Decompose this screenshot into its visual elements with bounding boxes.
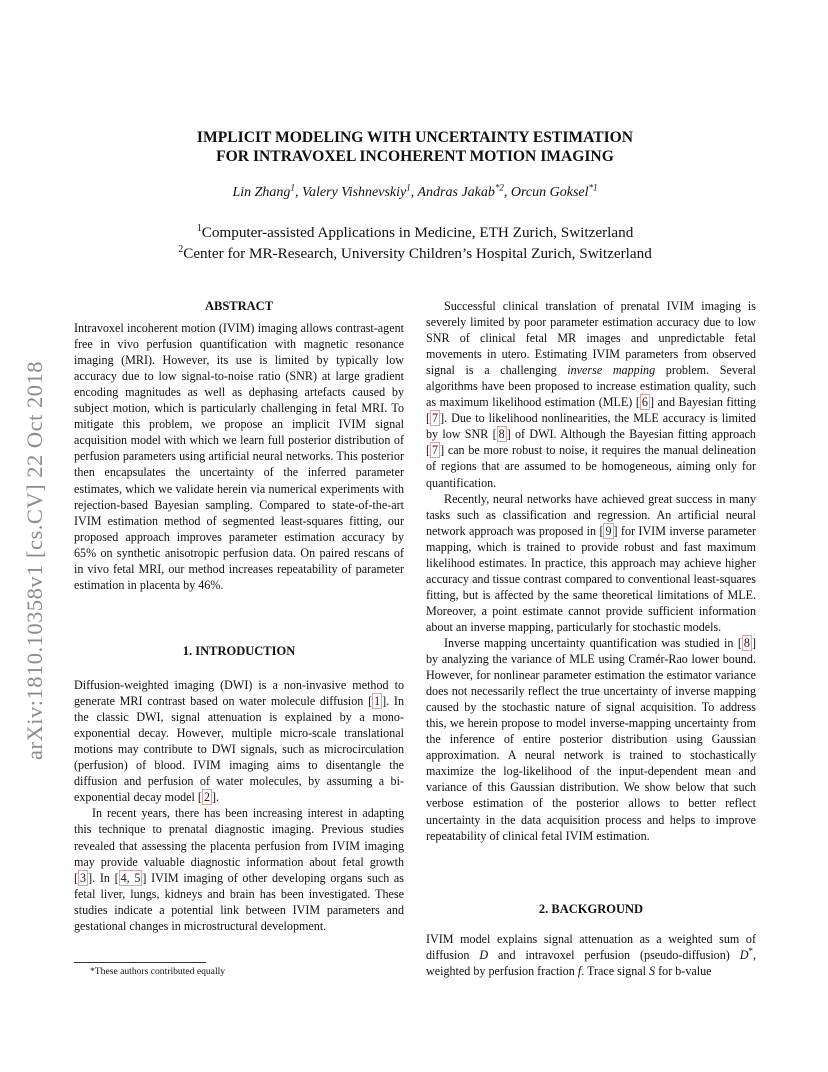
citation-link[interactable]: 7 bbox=[432, 443, 439, 458]
author-name: Lin Zhang bbox=[232, 185, 291, 200]
citation-link[interactable]: 7 bbox=[432, 411, 439, 426]
arxiv-identifier: arXiv:1810.10358v1 [cs.CV] 22 Oct 2018 bbox=[22, 361, 47, 760]
left-column bbox=[74, 298, 404, 593]
abstract-heading: ABSTRACT bbox=[204, 299, 274, 313]
footnote: *These authors contributed equally bbox=[90, 966, 226, 977]
paragraph-ivim-model: IVIM model explains signal attenuation as a weighted sum of diffusion D and intravoxel perfusion (pseudo-diffusion) D*, weighted by perfusion fraction f. Trace signal S for b-value bbox=[426, 932, 756, 979]
citation-link[interactable]: 8 bbox=[498, 427, 505, 442]
right-column-background bbox=[426, 901, 756, 979]
author-list: Lin Zhang$^1$, Valery Vishnevskiy$^1$, Andras Jakab$^{*2}$, Orcun Goksel$^{*1}$ bbox=[232, 182, 598, 200]
author-affiliation-mark: *2 bbox=[494, 182, 504, 193]
introduction-heading: 1. INTRODUCTION bbox=[182, 644, 296, 658]
title-line-1: IMPLICIT MODELING WITH UNCERTAINTY ESTIMATION bbox=[196, 129, 634, 146]
citation-link[interactable]: 8 bbox=[743, 635, 750, 650]
citation-link[interactable]: 2 bbox=[203, 790, 210, 805]
citation-link[interactable]: 3 bbox=[80, 870, 87, 885]
footnote-divider bbox=[74, 962, 206, 963]
title-line-2: FOR INTRAVOXEL INCOHERENT MOTION IMAGING bbox=[216, 148, 614, 165]
author-name: Andras Jakab bbox=[417, 185, 495, 200]
left-column-introduction bbox=[74, 643, 404, 934]
intro-paragraph-2: In recent years, there has been increasing interest in adapting this technique to prenatal diagnostic imaging. Previous studies revealed that assessing the placenta perfusion from IVIM imaging may provide valuable diagnostic information about fetal growth [ 3 ]. In [ 4, 5 ] IVIM imaging of other developing organs such as fetal liver, lungs, kidneys and brain has been investigated. These studies indicate a potential link between IVIM parameters and gestational changes in microstructural development. bbox=[74, 806, 405, 933]
background-heading: 2. BACKGROUND bbox=[538, 902, 644, 916]
intro-paragraph-1: Diffusion-weighted imaging (DWI) is a non-invasive method to generate MRI contrast based on water molecule diffusion [ 1 ]. In the classic DWI, signal attenuation is explained by a mono-exponential decay. However, multiple micro-scale translational motions may contribute to DWI signals, such as microcirculation (perfusion) of blood. IVIM imaging aims to disentangle the diffusion and perfusion of water molecules, by assuming a bi-exponential decay model [ 2 ]. bbox=[74, 678, 405, 805]
affiliation-1: $^1$Computer-assisted Applications in Medicine, ETH Zurich, Switzerland bbox=[196, 222, 634, 241]
citation-link[interactable]: 4, 5 bbox=[120, 870, 141, 885]
paragraph-translation: Successful clinical translation of prenatal IVIM imaging is severely limited by poor parameter estimation accuracy due to low SNR of clinical fetal MR images and unpredictable fetal movements in utero. Estimating IVIM parameters from observed signal is a challenging inverse mapping problem. Several algorithms have been proposed to increase estimation quality, such as maximum likelihood estimation (MLE) [ 6 ] and Bayesian fitting [ 7 ]. Due to likelihood nonlinearities, the MLE accuracy is limited by low SNR [ 8 ] of DWI. Although the Bayesian fitting approach [ 7 ] can be more robust to noise, it requires the manual delineation of regions that are assumed to be homogeneous, aiming only for quantification. bbox=[426, 299, 757, 490]
citation-link[interactable]: 6 bbox=[641, 395, 648, 410]
citation-link[interactable]: 9 bbox=[605, 523, 612, 538]
author-affiliation-mark: *1 bbox=[588, 182, 598, 193]
author-name: Valery Vishnevskiy bbox=[301, 185, 407, 200]
abstract-text: Intravoxel incoherent motion (IVIM) imaging allows contrast-agent free in vivo perfusion quantification with magnetic resonance imaging (MRI). However, its use is limited by typically low accuracy due to low signal-to-noise ratio (SNR) at large gradient encoding magnitudes as well as dephasing artefacts caused by subject motion, which is particularly challenging in fetal MRI. To mitigate this problem, we propose an implicit IVIM signal acquisition model with which we learn full posterior distribution of perfusion parameters using artificial neural networks. This posterior then encapsulates the uncertainty of the inferred parameter estimates, which we validate herein via numerical experiments with rejection-based Bayesian sampling. Compared to state-of-the-art IVIM estimation method of segmented least-squares fitting, our proposed approach improves parameter estimation accuracy by 65% on synthetic anisotropic perfusion data. On paired rescans of in vivo fetal MRI, our method increases repeatability of parameter estimation in placenta by 46%. bbox=[74, 321, 404, 592]
paragraph-uncertainty: Inverse mapping uncertainty quantification was studied in [ 8 ] by analyzing the variance of MLE using Cramér-Rao lower bound. However, for nonlinear parameter estimation the estimator variance does not necessarily reflect the true uncertainty of inverse mapping caused by the stochastic nature of signal acquisition. To address this, we herein propose to model inverse-mapping uncertainty from the inference of entire posterior distribution using Gaussian approximation. A neural network is trained to stochastically maximize the log-likelihood of the input-dependent mean and variance of this Gaussian distribution. We show below that such verbose estimation of the posterior allows to better reflect uncertainty in the data acquisition process and helps to improve repeatability of clinical fetal IVIM estimation. bbox=[426, 635, 756, 843]
affiliations bbox=[120, 223, 710, 264]
author-affiliation-mark: 1 bbox=[290, 182, 295, 193]
right-column bbox=[426, 298, 756, 844]
citation-link[interactable]: 1 bbox=[374, 694, 381, 709]
author-name: Orcun Goksel bbox=[510, 185, 589, 200]
paper-title bbox=[120, 128, 710, 166]
affiliation-2: $^2$Center for MR-Research, University Children’s Hospital Zurich, Switzerland bbox=[178, 243, 652, 262]
paragraph-neural-networks: Recently, neural networks have achieved great success in many tasks such as classification and regression. An artificial neural network approach was proposed in [ 9 ] for IVIM inverse parameter mapping, which is trained to provide robust and fast maximum likelihood estimates. In practice, this approach may achieve higher accuracy and tissue contrast compared to conventional least-squares fitting, but is affected by the same theoretical limitations of MLE. Moreover, a point estimate cannot provide sufficient information about an inverse mapping, particularly for stochastic models. bbox=[426, 491, 756, 634]
author-affiliation-mark: 1 bbox=[406, 182, 411, 193]
